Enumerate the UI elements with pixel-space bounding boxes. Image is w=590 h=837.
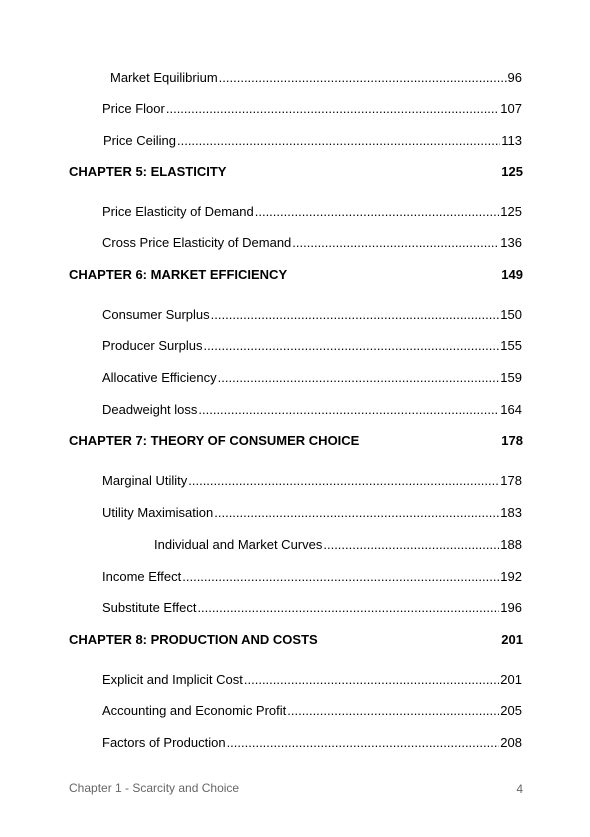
footer-running-title: Chapter 1 - Scarcity and Choice	[69, 781, 240, 795]
toc-entry-page: 125	[500, 204, 522, 219]
toc-entry-consumer-surplus[interactable]	[102, 307, 522, 323]
toc-entry-producer-surplus[interactable]	[102, 338, 522, 354]
toc-entry-label: Cross Price Elasticity of Demand	[102, 235, 292, 250]
toc-entry-label: Substitute Effect	[102, 600, 197, 615]
toc-entry-label: Income Effect	[102, 569, 182, 584]
toc-entry-price-floor[interactable]	[102, 101, 522, 117]
chapter-title: CHAPTER 8: PRODUCTION AND COSTS	[69, 632, 318, 647]
toc-entry-page: 205	[500, 703, 522, 718]
toc-entry-factors-of-production[interactable]	[102, 735, 522, 751]
toc-entry-marginal-utility[interactable]	[102, 473, 522, 489]
toc-entry-income-effect[interactable]	[102, 569, 522, 585]
toc-entry-utility-maximisation[interactable]	[102, 505, 522, 521]
toc-entry-label: Price Elasticity of Demand	[102, 204, 254, 219]
toc-entry-page: 155	[500, 338, 522, 353]
toc-entry-label: Producer Surplus	[102, 338, 203, 353]
toc-entry-label: Utility Maximisation	[102, 505, 214, 520]
dot-leader	[323, 537, 499, 553]
toc-entry-label: Price Ceiling	[103, 133, 176, 148]
toc-entry-page: 107	[500, 101, 522, 116]
dot-leader	[197, 600, 499, 616]
chapter-page: 149	[501, 267, 523, 282]
dot-leader	[188, 473, 499, 489]
chapter-page: 201	[501, 632, 523, 647]
toc-entry-page: 201	[500, 672, 522, 687]
footer-page-number: 4	[516, 782, 523, 796]
toc-entry-label: Market Equilibrium	[110, 70, 218, 85]
toc-entry-page: 178	[500, 473, 522, 488]
toc-chapter-7[interactable]	[69, 433, 523, 449]
toc-entry-page: 159	[500, 370, 522, 385]
toc-entry-page: 208	[500, 735, 522, 750]
dot-leader	[177, 133, 500, 149]
toc-entry-label: Price Floor	[102, 101, 165, 116]
toc-entry-label: Individual and Market Curves	[154, 537, 323, 552]
toc-entry-page: 164	[500, 402, 522, 417]
toc-entry-page: 196	[500, 600, 522, 615]
toc-entry-page: 136	[500, 235, 522, 250]
dot-leader	[255, 204, 500, 220]
toc-entry-allocative-efficiency[interactable]	[102, 370, 522, 386]
chapter-title: CHAPTER 7: THEORY OF CONSUMER CHOICE	[69, 433, 360, 448]
toc-entry-label: Marginal Utility	[102, 473, 188, 488]
dot-leader	[219, 70, 507, 86]
dot-leader	[227, 735, 500, 751]
toc-entry-price-elasticity[interactable]	[102, 204, 522, 220]
toc-chapter-6[interactable]	[69, 267, 523, 283]
dot-leader	[244, 672, 499, 688]
dot-leader	[203, 338, 499, 354]
dot-leader	[218, 370, 500, 386]
toc-entry-price-ceiling[interactable]	[103, 133, 522, 149]
dot-leader	[287, 703, 499, 719]
dot-leader	[166, 101, 499, 117]
toc-entry-individual-market-curves[interactable]	[154, 537, 522, 553]
dot-leader	[214, 505, 499, 521]
toc-entry-page: 96	[507, 70, 522, 85]
toc-entry-substitute-effect[interactable]	[102, 600, 522, 616]
toc-entry-label: Consumer Surplus	[102, 307, 210, 322]
chapter-title: CHAPTER 6: MARKET EFFICIENCY	[69, 267, 288, 282]
dot-leader	[211, 307, 500, 323]
dot-leader	[292, 235, 499, 251]
toc-entry-market-equilibrium[interactable]	[110, 70, 522, 86]
chapter-page: 125	[501, 164, 523, 179]
toc-entry-page: 192	[500, 569, 522, 584]
toc-entry-page: 150	[500, 307, 522, 322]
toc-entry-label: Accounting and Economic Profit	[102, 703, 287, 718]
toc-entry-page: 183	[500, 505, 522, 520]
toc-chapter-5[interactable]	[69, 164, 523, 180]
toc-entry-explicit-implicit-cost[interactable]	[102, 672, 522, 688]
dot-leader	[198, 402, 499, 418]
toc-entry-accounting-economic-profit[interactable]	[102, 703, 522, 719]
chapter-page: 178	[501, 433, 523, 448]
toc-entry-label: Allocative Efficiency	[102, 370, 217, 385]
dot-leader	[182, 569, 499, 585]
toc-entry-page: 113	[501, 133, 522, 148]
toc-chapter-8[interactable]	[69, 632, 523, 648]
chapter-title: CHAPTER 5: ELASTICITY	[69, 164, 227, 179]
toc-entry-label: Deadweight loss	[102, 402, 198, 417]
toc-entry-label: Factors of Production	[102, 735, 226, 750]
toc-entry-cross-price-elasticity[interactable]	[102, 235, 522, 251]
toc-entry-deadweight-loss[interactable]	[102, 402, 522, 418]
toc-entry-label: Explicit and Implicit Cost	[102, 672, 243, 687]
toc-entry-page: 188	[500, 537, 522, 552]
